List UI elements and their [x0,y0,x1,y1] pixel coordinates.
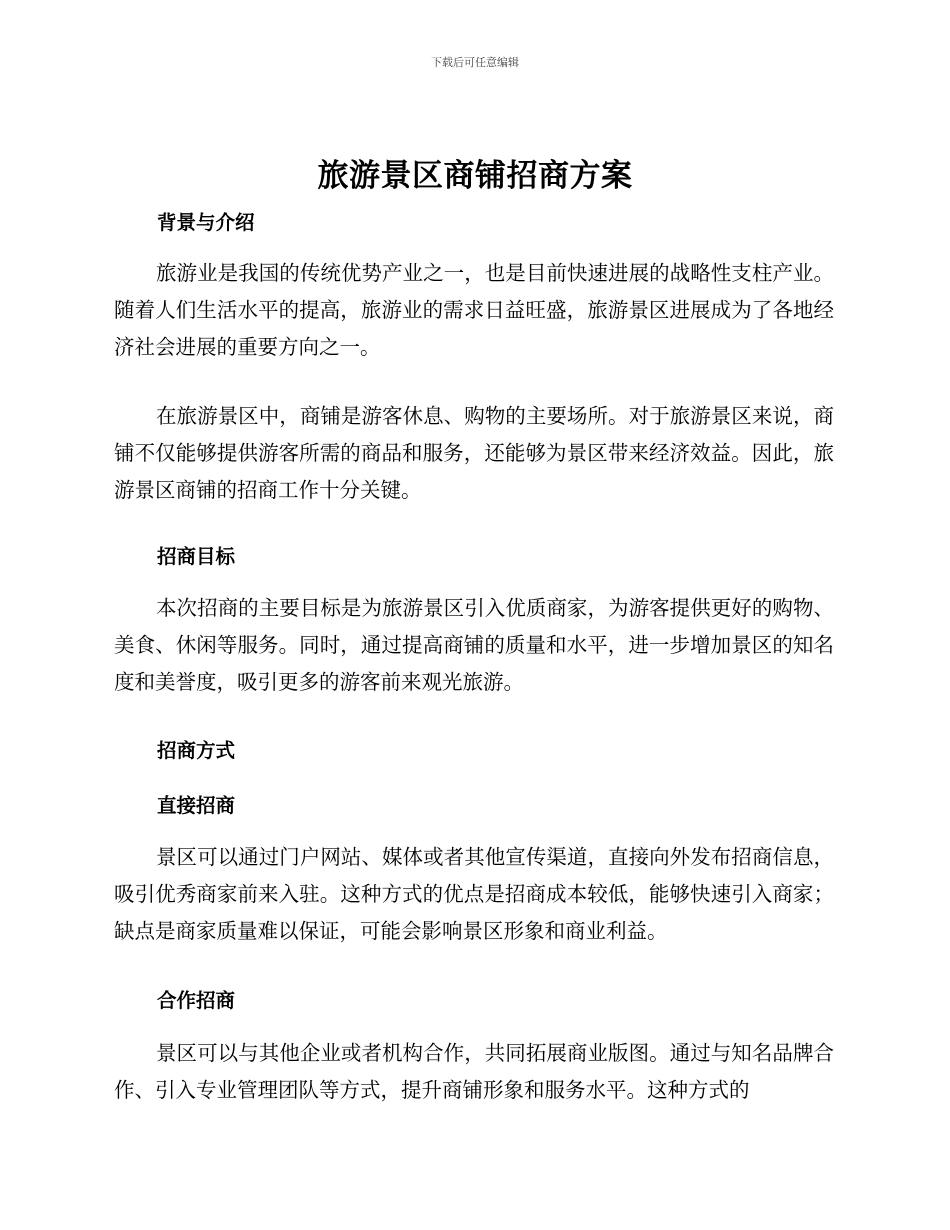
paragraph-goal-1: 本次招商的主要目标是为旅游景区引入优质商家，为游客提供更好的购物、美食、休闲等服务。同时，通过提高商铺的质量和水平，进一步增加景区的知名度和美誉度，吸引更多的游客前来观光旅游。 [114,596,834,694]
subsection-heading-cooperation: 合作招商 [157,989,236,1012]
paragraph-background-1: 旅游业是我国的传统优势产业之一，也是目前快速进展的战略性支柱产业。随着人们生活水平的提高，旅游业的需求日益旺盛，旅游景区进展成为了各地经济社会进展的重要方向之一。 [114,261,834,359]
section-heading-goal: 招商目标 [157,545,236,568]
paragraph-background-2: 在旅游景区中，商铺是游客休息、购物的主要场所。对于旅游景区来说，商铺不仅能够提供游客所需的商品和服务，还能够为景区带来经济效益。因此，旅游景区商铺的招商工作十分关键。 [114,404,834,502]
subsection-heading-direct: 直接招商 [157,794,236,817]
header-note: 下载后可任意编辑 [431,56,519,69]
paragraph-cooperation-1: 景区可以与其他企业或者机构合作，共同拓展商业版图。通过与知名品牌合作、引入专业管理团队等方式，提升商铺形象和服务水平。这种方式的 [114,1041,834,1102]
section-heading-background: 背景与介绍 [157,211,255,234]
paragraph-direct-1: 景区可以通过门户网站、媒体或者其他宣传渠道，直接向外发布招商信息，吸引优秀商家前来入驻。这种方式的优点是招商成本较低，能够快速引入商家；缺点是商家质量难以保证，可能会影响景区形象和商业利益。 [114,845,834,943]
section-heading-methods: 招商方式 [157,739,236,762]
document-title: 旅游景区商铺招商方案 [317,158,633,194]
